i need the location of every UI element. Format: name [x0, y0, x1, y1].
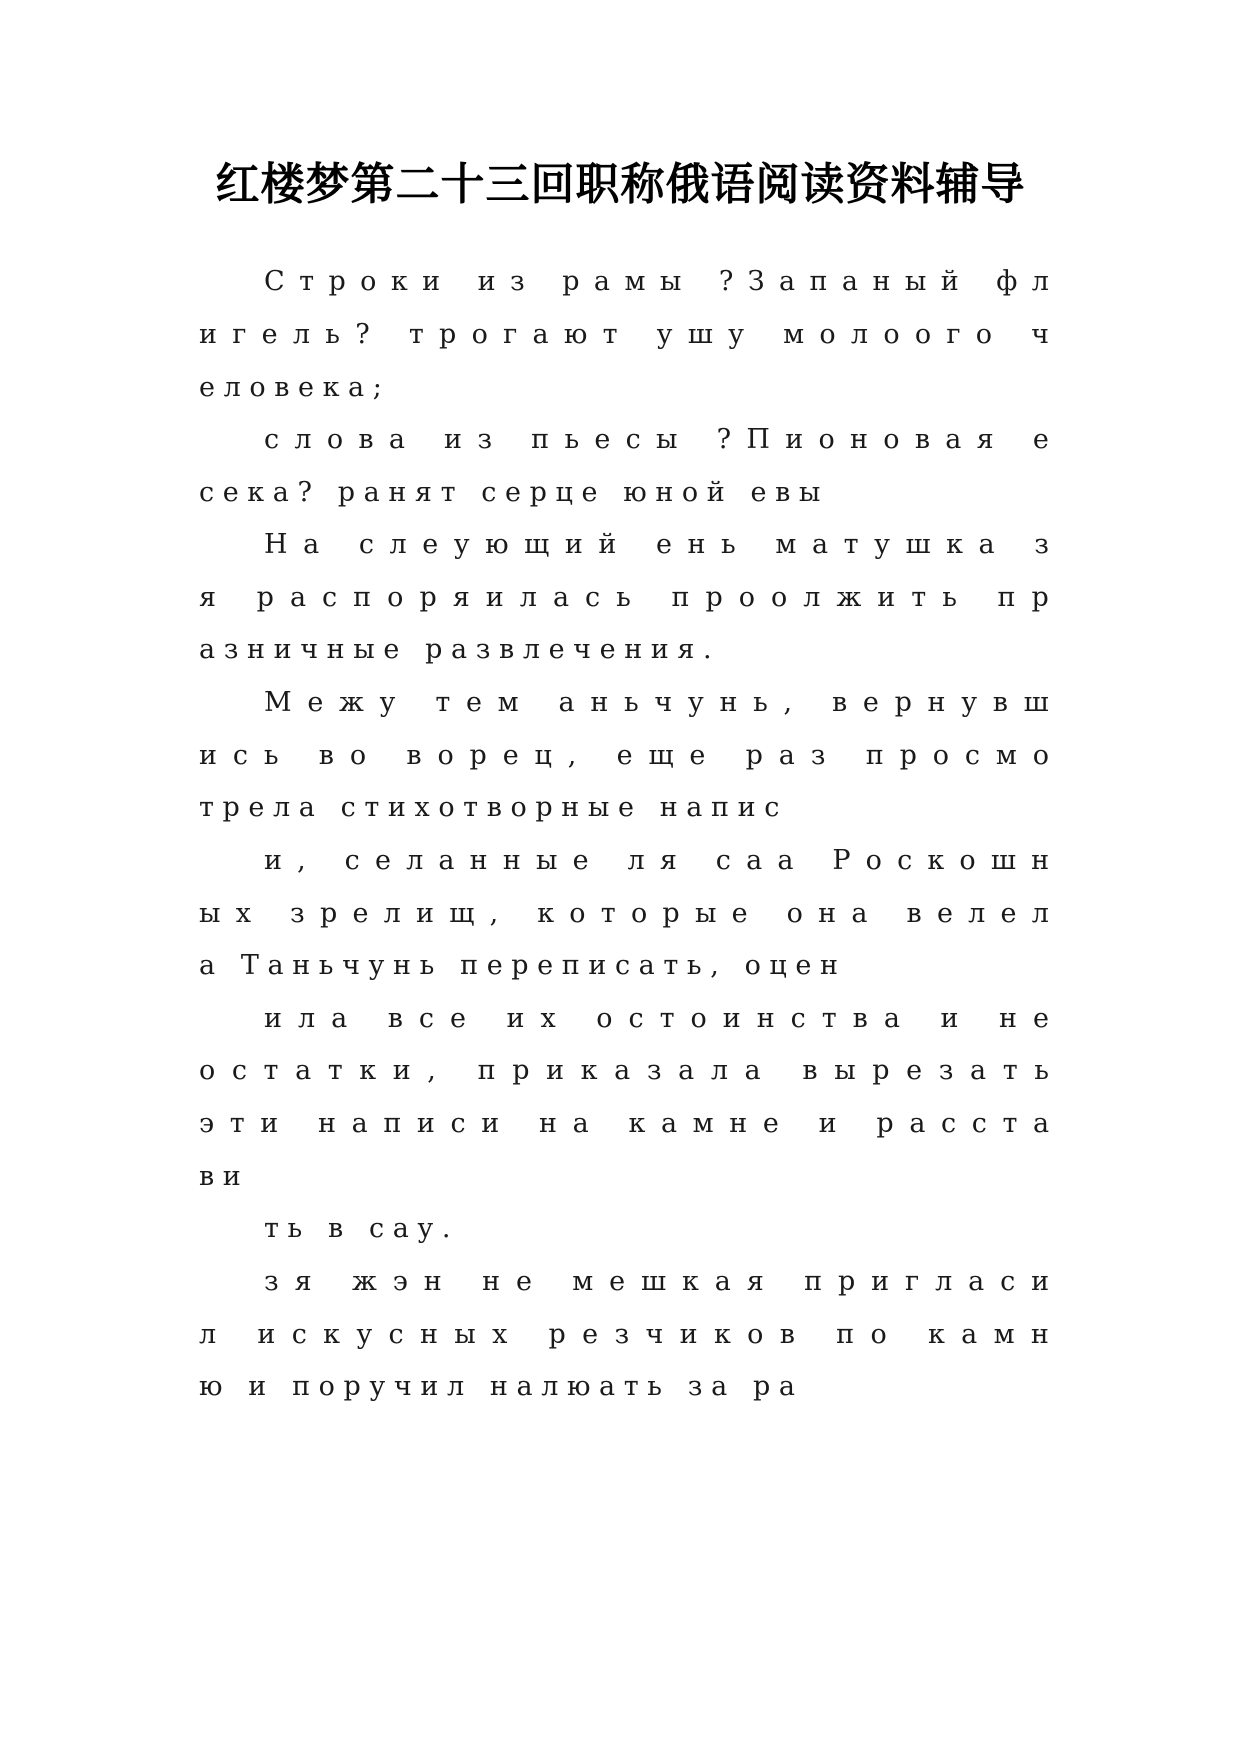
text-line: и л а в с е и х о с т о и н с т в а и н е — [264, 1003, 1049, 1034]
text-line: ю и п о р у ч и л н а л ю а т ь з а р а — [199, 1371, 795, 1402]
text-line: М е ж у т е м а н ь ч у н ь , в е р н у в ш — [264, 687, 1049, 718]
text-line: т р е л а с т и х о т в о р н ы е н а п и с — [199, 792, 780, 823]
text-line: з я ж э н н е м е ш к а я п р и г л а с и — [264, 1266, 1049, 1297]
text-line: и с ь в о в о р е ц , е щ е р а з п р о с м о — [199, 740, 1049, 771]
text-line: л и с к у с н ы х р е з ч и к о в п о к а м н — [199, 1319, 1049, 1350]
text-line: а Т а н ь ч у н ь п е р е п и с а т ь , о ц е н — [199, 950, 838, 981]
text-line: е л о в е к а ; — [199, 372, 382, 403]
text-line: я р а с п о р я и л а с ь п р о о л ж и т ь п р — [199, 582, 1049, 613]
text-line: с л о в а и з п ь е с ы ? П и о н о в а я е — [264, 424, 1049, 455]
document-title: 红楼梦第二十三回职称俄语阅读资料辅导 — [215, 159, 1026, 210]
text-line: С т р о к и и з р а м ы ? З а п а н ы й ф л — [264, 266, 1049, 297]
text-line: э т и н а п и с и н а к а м н е и р а с с т а — [199, 1108, 1049, 1139]
text-line: и г е л ь ? т р о г а ю т у ш у м о л о о г о ч — [199, 319, 1049, 350]
text-line: Н а с л е у ю щ и й е н ь м а т у ш к а з — [264, 529, 1049, 560]
text-line: т ь в с а у . — [264, 1213, 451, 1244]
text-line: с е к а ? р а н я т с е р ц е ю н о й е в ы — [199, 477, 821, 508]
text-line: в и — [199, 1161, 241, 1192]
text-line: ы х з р е л и щ , к о т о р ы е о н а в е л е л — [199, 898, 1049, 929]
text-line: и , с е л а н н ы е л я с а а Р о с к о ш н — [264, 845, 1049, 876]
text-line: а з н и ч н ы е р а з в л е ч е н и я . — [199, 634, 712, 665]
text-line: о с т а т к и , п р и к а з а л а в ы р е з а т ь — [199, 1055, 1049, 1086]
